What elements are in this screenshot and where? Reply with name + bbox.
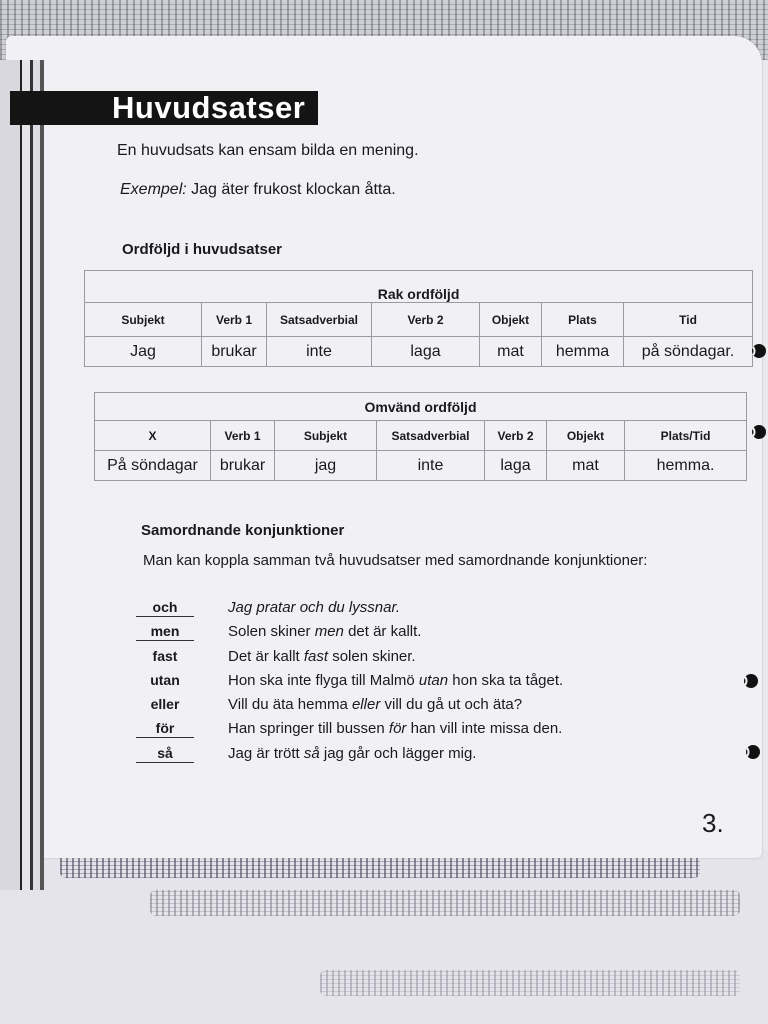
list-item bbox=[130, 622, 650, 646]
page-title: Huvudsatser bbox=[112, 90, 306, 125]
page-edge-shadow bbox=[150, 890, 740, 916]
column-header: Verb 1 bbox=[202, 303, 267, 337]
inverted-word-order-table bbox=[94, 392, 747, 481]
sentence-part: Jag är trött bbox=[228, 744, 304, 762]
sentence-part: Jag pratar bbox=[228, 599, 300, 616]
sentence-part: Det är kallt bbox=[228, 647, 304, 665]
sentence-conjunction: och bbox=[299, 599, 324, 616]
column-header: Subjekt bbox=[85, 303, 202, 337]
table-cell: på söndagar. bbox=[624, 337, 753, 367]
table-cell: brukar bbox=[202, 337, 267, 367]
conjunction-list bbox=[130, 598, 650, 768]
list-item bbox=[130, 647, 650, 671]
conjunction-word: för bbox=[136, 719, 194, 738]
example-sentence bbox=[228, 695, 522, 715]
sentence-part: hon ska ta tåget. bbox=[448, 671, 564, 689]
sentence-part: Han springer till bussen bbox=[228, 720, 389, 738]
page-edge-shadow bbox=[320, 970, 740, 996]
sentence-part: du lyssnar. bbox=[323, 599, 401, 616]
example-sentence bbox=[228, 622, 421, 642]
list-item bbox=[130, 671, 650, 695]
column-header: Verb 2 bbox=[485, 421, 547, 451]
sentence-conjunction: men bbox=[314, 623, 344, 641]
example-sentence bbox=[228, 671, 563, 691]
example-label: Exempel: bbox=[120, 181, 187, 198]
sentence-part: han vill inte missa den. bbox=[406, 720, 563, 738]
sentence-part: Vill du äta hemma bbox=[228, 696, 352, 714]
example-sentence: Jag äter frukost klockan åtta. bbox=[191, 181, 396, 198]
table-cell: brukar bbox=[211, 451, 275, 481]
audio-icon[interactable] bbox=[744, 744, 760, 760]
column-header: Objekt bbox=[547, 421, 625, 451]
column-header: Verb 1 bbox=[211, 421, 275, 451]
column-header: Plats/Tid bbox=[625, 421, 747, 451]
audio-icon[interactable] bbox=[742, 673, 758, 689]
column-header: Objekt bbox=[480, 303, 542, 337]
sentence-part: Hon ska inte flyga till Malmö bbox=[228, 671, 419, 689]
table-cell: mat bbox=[480, 337, 542, 367]
word-order-title: Ordföljd i huvudsatser bbox=[122, 241, 283, 258]
conjunction-word: utan bbox=[150, 671, 180, 688]
example-sentence bbox=[228, 719, 562, 739]
table-cell: mat bbox=[547, 451, 625, 481]
sentence-part: vill du gå ut och äta? bbox=[380, 696, 523, 714]
list-item bbox=[130, 598, 650, 622]
sentence-part: det är kallt. bbox=[343, 623, 422, 641]
table-cell: jag bbox=[275, 451, 377, 481]
conjunctions-title: Samordnande konjunktioner bbox=[141, 522, 345, 539]
conjunction-word: så bbox=[136, 744, 194, 763]
sentence-conjunction: utan bbox=[418, 671, 449, 689]
column-header: Satsadverbial bbox=[377, 421, 485, 451]
sentence-part: solen skiner. bbox=[328, 647, 416, 665]
conjunction-word: och bbox=[136, 598, 194, 617]
table-cell: Jag bbox=[85, 337, 202, 367]
conjunctions-description: Man kan koppla samman två huvudsatser med samordnande konjunktioner: bbox=[143, 552, 648, 569]
straight-word-order-table bbox=[84, 270, 753, 367]
conjunction-word: fast bbox=[152, 647, 178, 664]
column-header: Plats bbox=[542, 303, 624, 337]
list-item bbox=[130, 695, 650, 719]
example-line bbox=[120, 181, 396, 199]
table-cell: laga bbox=[485, 451, 547, 481]
sentence-conjunction: för bbox=[388, 720, 407, 738]
definition-text: En huvudsats kan ensam bilda en mening. bbox=[117, 142, 419, 159]
conjunction-word: eller bbox=[150, 696, 180, 713]
table-cell: inte bbox=[267, 337, 372, 367]
table-cell: laga bbox=[372, 337, 480, 367]
sentence-conjunction: så bbox=[303, 744, 320, 762]
list-item bbox=[130, 719, 650, 743]
scanner-background-bottom bbox=[0, 850, 768, 1024]
audio-icon[interactable] bbox=[750, 424, 766, 440]
sentence-conjunction: eller bbox=[351, 696, 381, 714]
book-spine bbox=[0, 60, 48, 890]
sentence-conjunction: fast bbox=[303, 647, 329, 665]
table-cell: På söndagar bbox=[95, 451, 211, 481]
column-header: Subjekt bbox=[275, 421, 377, 451]
table-cell: hemma. bbox=[625, 451, 747, 481]
inverted-table-caption: Omvänd ordföljd bbox=[95, 393, 747, 421]
column-header: X bbox=[95, 421, 211, 451]
example-sentence bbox=[228, 647, 416, 667]
sentence-part: jag går och lägger mig. bbox=[319, 744, 477, 762]
column-header: Tid bbox=[624, 303, 753, 337]
column-header: Verb 2 bbox=[372, 303, 480, 337]
example-sentence bbox=[228, 744, 476, 764]
list-item bbox=[130, 744, 650, 768]
page-number: 3. bbox=[702, 808, 724, 838]
table-cell: hemma bbox=[542, 337, 624, 367]
sentence-part: Solen skiner bbox=[228, 623, 315, 641]
table-cell: inte bbox=[377, 451, 485, 481]
example-sentence bbox=[228, 598, 400, 618]
column-header: Satsadverbial bbox=[267, 303, 372, 337]
straight-table-caption: Rak ordföljd bbox=[85, 271, 753, 303]
audio-icon[interactable] bbox=[750, 343, 766, 359]
conjunction-word: men bbox=[136, 622, 194, 641]
